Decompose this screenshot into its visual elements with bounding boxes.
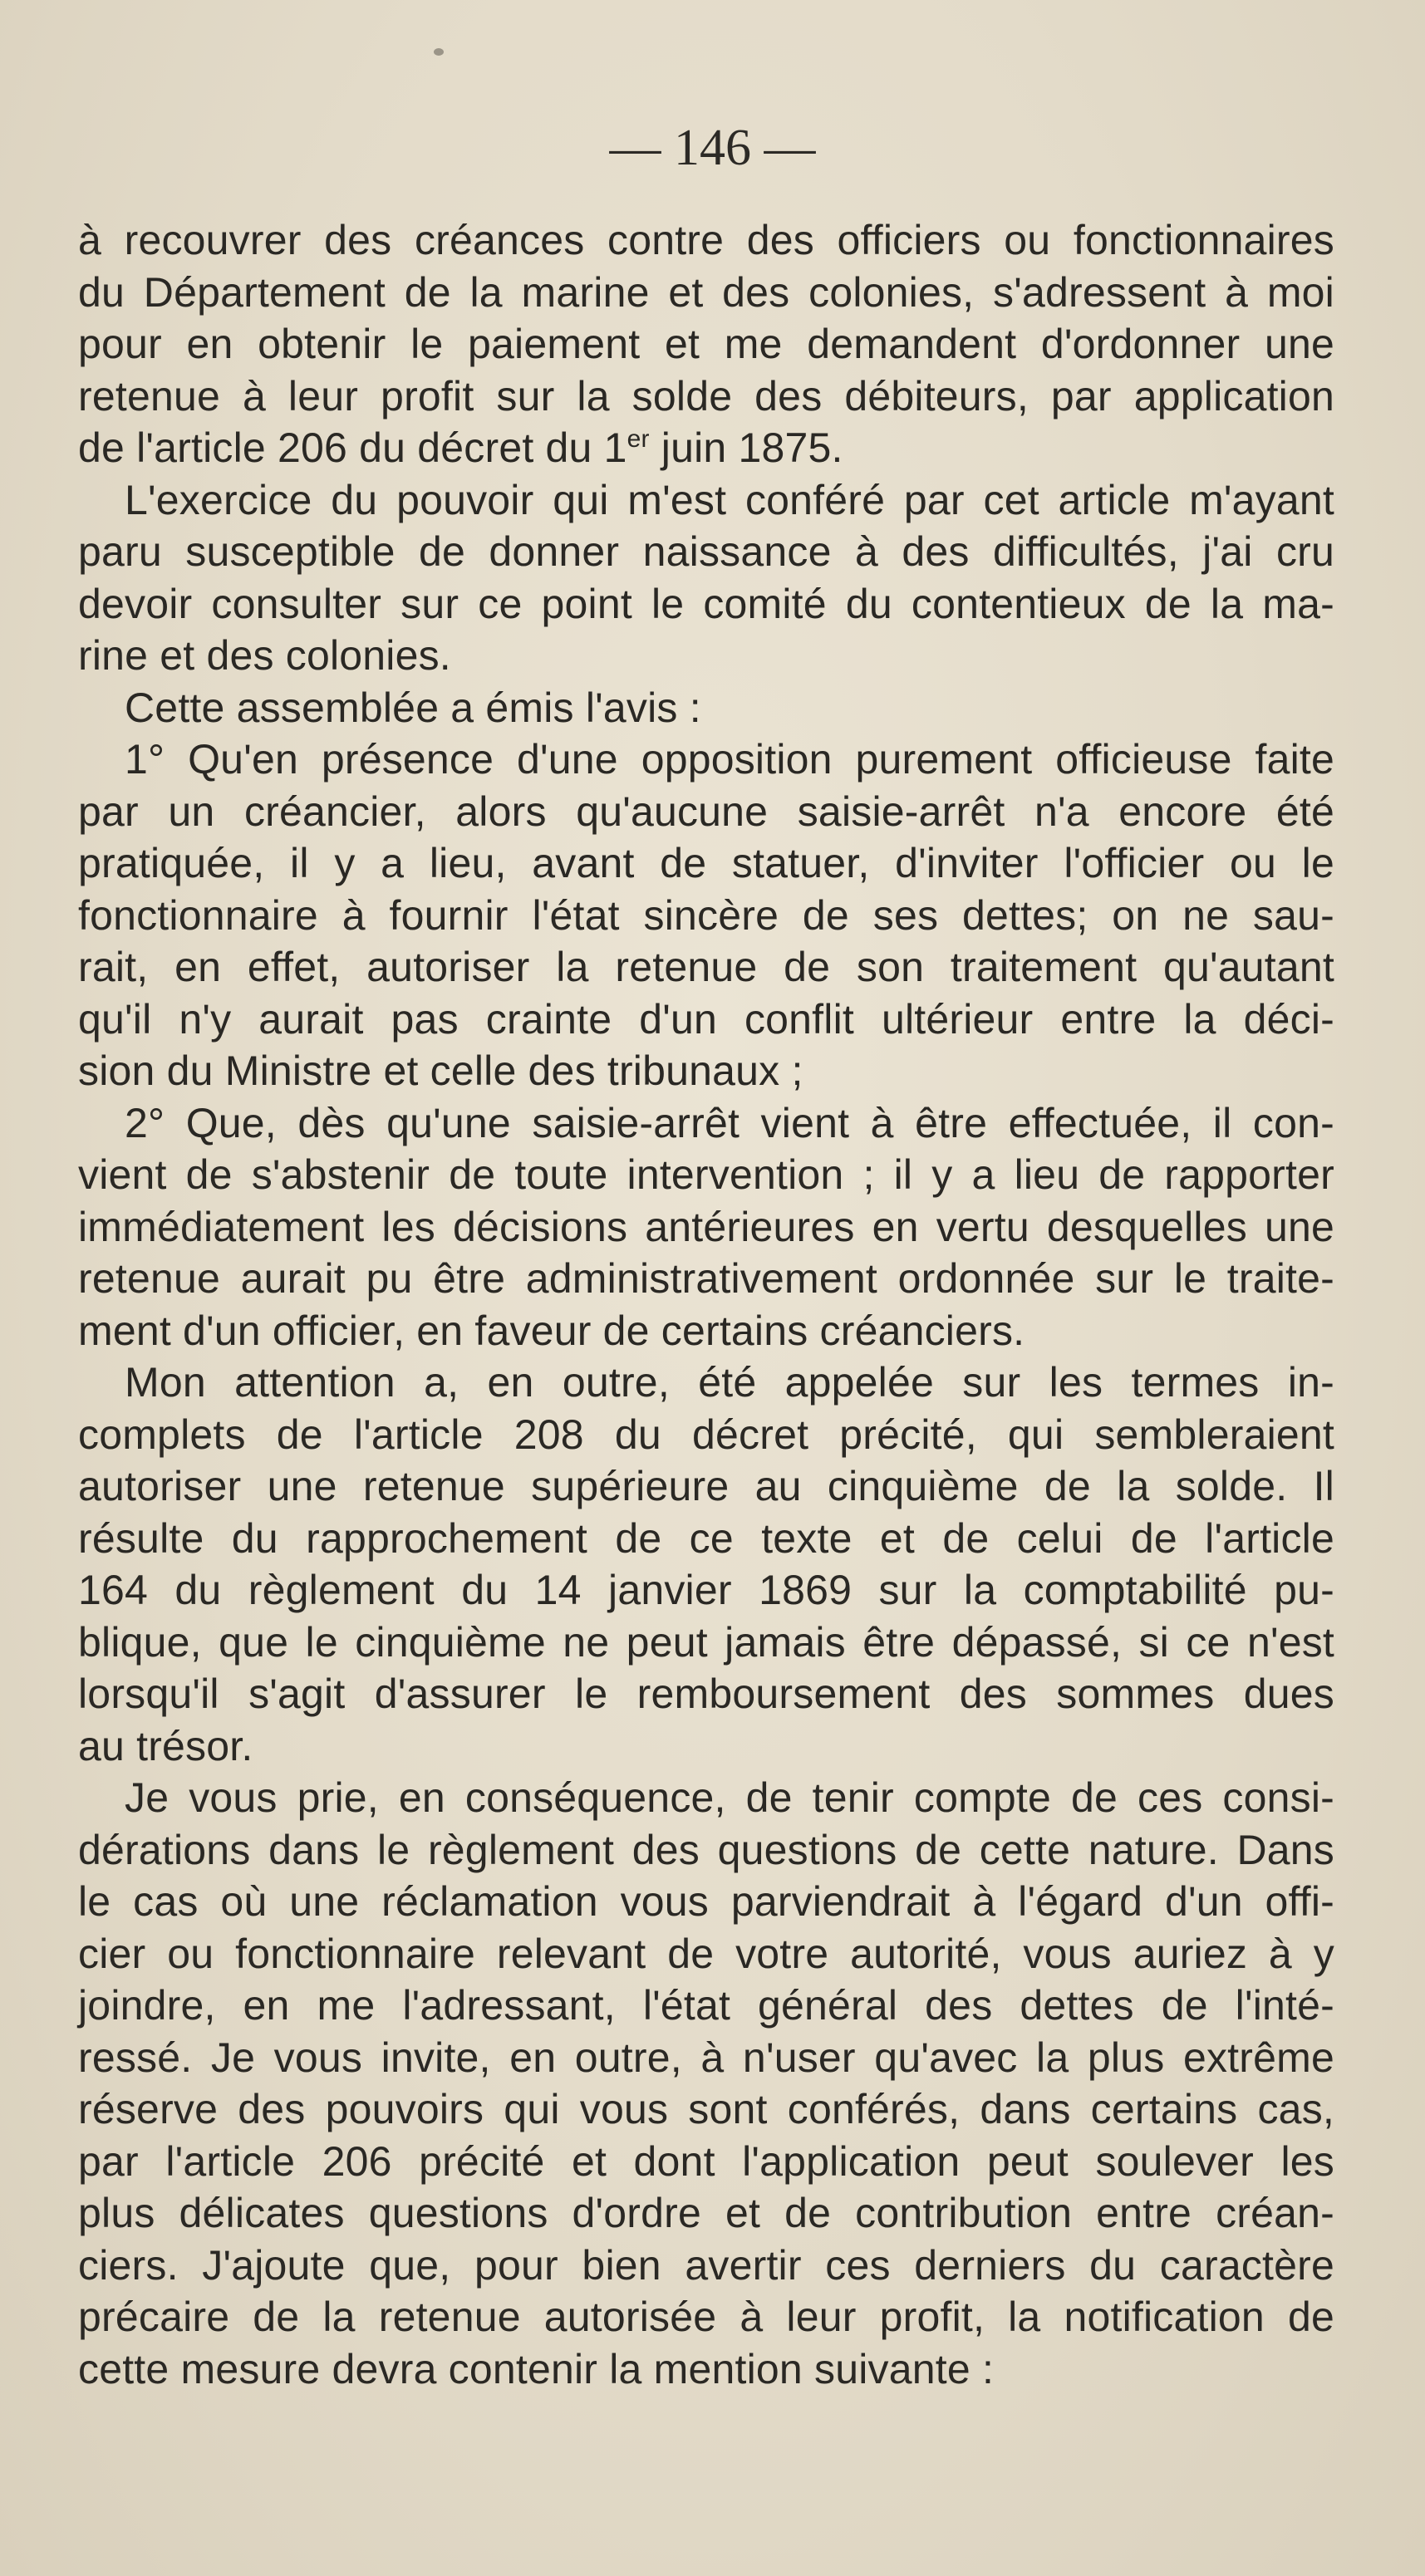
text-line: fonctionnaire à fournir l'état sincère de ses dettes; on ne sau-: [78, 891, 1334, 939]
ink-speck: [434, 48, 444, 56]
text-line: par un créancier, alors qu'aucune saisie-arrêt n'a encore été: [78, 788, 1334, 835]
text-line: cette mesure devra contenir la mention suivante :: [78, 2345, 995, 2392]
text-fragment: juin 1875.: [649, 424, 843, 471]
text-line: sion du Ministre et celle des tribunaux ;: [78, 1048, 803, 1094]
text-line: pratiquée, il y a lieu, avant de statuer, d'inviter l'officier ou le: [78, 840, 1334, 886]
text-line: autoriser une retenue supérieure au cinquième de la solde. Il: [78, 1463, 1334, 1509]
text-line: 1° Qu'en présence d'une opposition purement officieuse faite: [125, 736, 1334, 783]
text-line: 164 du règlement du 14 janvier 1869 sur la comptabilité pu-: [78, 1567, 1334, 1613]
superscript: er: [627, 425, 650, 453]
text-line: joindre, en me l'adressant, l'état général des dettes de l'inté-: [78, 1982, 1334, 2029]
text-line: dérations dans le règlement des questions de cette nature. Dans: [78, 1826, 1334, 1873]
text-line: blique, que le cinquième ne peut jamais être dépassé, si ce n'est: [78, 1618, 1334, 1666]
text-line: Cette assemblée a émis l'avis :: [125, 684, 701, 731]
text-line: retenue aurait pu être administrativement ordonnée sur le traite-: [78, 1255, 1334, 1302]
text-line: réserve des pouvoirs qui vous sont conférés, dans certains cas,: [78, 2086, 1334, 2132]
text-line: retenue à leur profit sur la solde des débiteurs, par application: [78, 372, 1334, 420]
text-line: immédiatement les décisions antérieures en vertu desquelles une: [78, 1203, 1334, 1250]
body-text: [78, 214, 1334, 2395]
text-line: ciers. J'ajoute que, pour bien avertir ces derniers du caractère: [78, 2241, 1334, 2289]
text-line: par l'article 206 précité et dont l'application peut soulever les: [78, 2137, 1334, 2185]
text-line: au trésor.: [78, 1722, 253, 1769]
text-line: pour en obtenir le paiement et me demandent d'ordonner une: [78, 321, 1334, 367]
text-line: plus délicates questions d'ordre et de contribution entre créan-: [78, 2190, 1334, 2236]
page-number: — 146 —: [609, 120, 816, 176]
text-line: paru susceptible de donner naissance à des difficultés, j'ai cru: [78, 528, 1334, 575]
text-fragment: de l'article 206 du décret du 1: [78, 424, 627, 471]
text-line: Je vous prie, en conséquence, de tenir compte de ces consi-: [125, 1774, 1334, 1821]
text-line: 2° Que, dès qu'une saisie-arrêt vient à être effectuée, il con-: [125, 1099, 1334, 1146]
text-line: L'exercice du pouvoir qui m'est conféré par cet article m'ayant: [125, 476, 1334, 523]
text-line: vient de s'abstenir de toute intervention ; il y a lieu de rapporter: [78, 1151, 1334, 1198]
text-line: cier ou fonctionnaire relevant de votre autorité, vous auriez à y: [78, 1930, 1334, 1977]
text-line: rine et des colonies.: [78, 632, 451, 679]
text-line: devoir consulter sur ce point le comité du contentieux de la ma-: [78, 580, 1334, 627]
text-line: lorsqu'il s'agit d'assurer le remboursement des sommes dues: [78, 1671, 1334, 1717]
text-line: du Département de la marine et des colonies, s'adressent à moi: [78, 268, 1334, 316]
text-line: qu'il n'y aurait pas crainte d'un conflit ultérieur entre la déci-: [78, 995, 1334, 1043]
text-line: ressé. Je vous invite, en outre, à n'user qu'avec la plus extrême: [78, 2034, 1334, 2081]
text-line: à recouvrer des créances contre des officiers ou fonctionnaires: [78, 217, 1334, 263]
text-line: complets de l'article 208 du décret précité, qui sembleraient: [78, 1411, 1334, 1458]
text-line: précaire de la retenue autorisée à leur profit, la notification de: [78, 2294, 1334, 2340]
text-line: le cas où une réclamation vous parviendrait à l'égard d'un offi-: [78, 1878, 1334, 1925]
text-line: [78, 422, 1334, 474]
text-line: Mon attention a, en outre, été appelée sur les termes in-: [125, 1359, 1334, 1406]
text-line: rait, en effet, autoriser la retenue de son traitement qu'autant: [78, 944, 1334, 990]
text-line: ment d'un officier, en faveur de certains créanciers.: [78, 1307, 1025, 1354]
text-line: résulte du rapprochement de ce texte et de celui de l'article: [78, 1514, 1334, 1562]
